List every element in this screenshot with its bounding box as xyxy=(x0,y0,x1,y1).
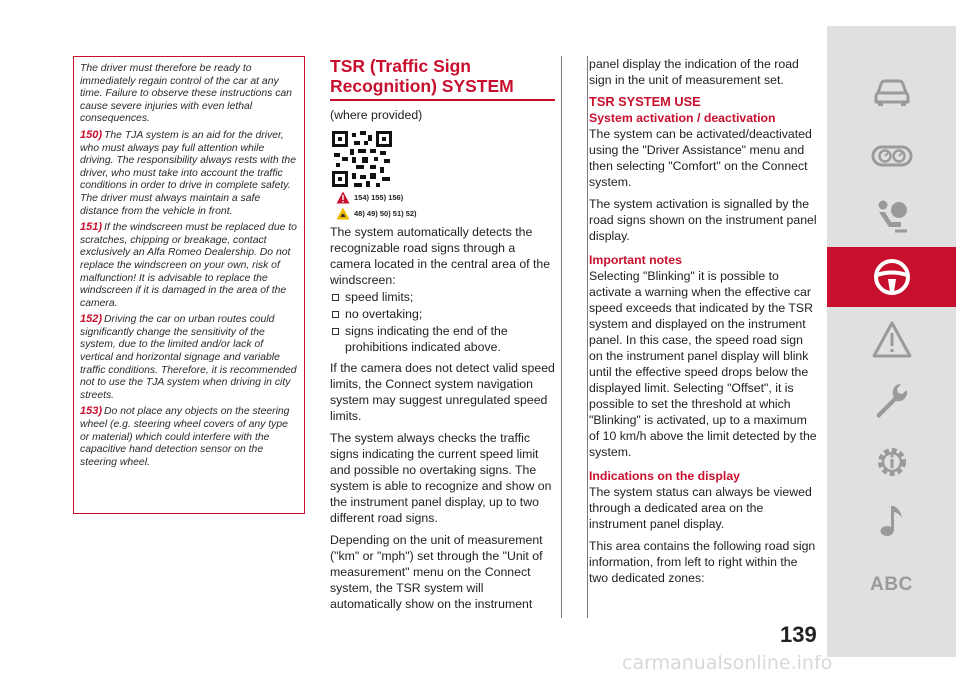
chapter-sidebar xyxy=(827,26,956,657)
subsection-heading: System activation / deactivation xyxy=(589,111,776,125)
warning-references xyxy=(336,189,555,205)
warning-triangle-icon xyxy=(336,191,350,204)
warning-number: 151) xyxy=(80,221,103,234)
warning-text: Driving the car on urban routes could significantly change the sensitivity of the system, due to the limited and/or lack of vertical and horizontal signage and variable traffic conditions. Therefore, it is recommended not to use the TJA system when driving in city streets. xyxy=(80,314,297,401)
list-item xyxy=(330,323,555,355)
bullet-square-icon xyxy=(332,328,339,335)
paragraph: The system status can always be viewed through a dedicated area on the instrument panel display. xyxy=(589,485,812,531)
music-note-icon xyxy=(871,500,913,542)
warning-text: The TJA system is an aid for the driver, who must always pay full attention while driving. The responsibility always rests with the driver, who must take into account the traffic conditions in order to drive in complete safety. The driver must always maintain a safe distance from the vehicle in front. xyxy=(80,129,296,217)
settings-gear-icon xyxy=(871,441,913,483)
section-heading: TSR SYSTEM USE xyxy=(589,94,701,109)
warning-note xyxy=(80,63,298,126)
bullet-square-icon xyxy=(332,311,339,318)
section-title: TSR (Traffic Sign Recognition) SYSTEM xyxy=(330,56,555,101)
caution-references xyxy=(336,205,555,221)
middle-column xyxy=(330,56,562,618)
list-item xyxy=(330,306,555,322)
watermark: carmanualsonline.info xyxy=(622,652,833,674)
warning-triangle-icon xyxy=(871,319,913,361)
steering-wheel-icon xyxy=(871,256,913,298)
list-item-text: signs indicating the end of the prohibitions indicated above. xyxy=(345,324,508,354)
sidebar-item-safety[interactable] xyxy=(827,186,956,246)
paragraph: The system always checks the traffic signs indicating the current speed limit and possible no overtaking signs. The system is able to recognize and show on the instrument panel display, up to two different road signs. xyxy=(330,431,552,525)
sidebar-item-multimedia[interactable] xyxy=(827,491,956,551)
paragraph: The system activation is signalled by the road signs shown on the instrument panel display. xyxy=(589,197,817,243)
list-item-text: no overtaking; xyxy=(345,307,423,321)
right-body xyxy=(589,56,819,586)
sidebar-item-technical-data[interactable] xyxy=(827,432,956,492)
index-abc-label: ABC xyxy=(870,574,913,595)
paragraph: panel display the indication of the road sign in the unit of measurement set. xyxy=(589,57,799,87)
warning-text: Do not place any objects on the steering wheel (e.g. steering wheel covers of any type or material) which could interfere with the capacitive hand detection sensor on the steering wheel. xyxy=(80,406,290,468)
paragraph: Depending on the unit of measurement ("km" or "mph") set through the "Unit of measurement" menu on the Connect system, the TSR system will automatically show on the instrument xyxy=(330,533,543,611)
warning-number: 152) xyxy=(80,313,103,326)
warning-note xyxy=(80,313,298,402)
intro-paragraph: The system automatically detects the recognizable road signs through a camera located in the central area of the windscreen: xyxy=(330,225,551,287)
paragraph: Selecting "Blinking" it is possible to activate a warning when the effective car speed exceeds that indicated by the TSR system and displayed on the instrument panel. In this case, the speed road sign on the instrument panel display will blink until the effective speed drops below the displayed limit. Selecting "Offset", it is possible to set the threshold at which "Blinking" is activated, up to a maximum of 10 km/h above the limit detected by the system. xyxy=(589,269,817,459)
caution-reference-numbers[interactable]: 48) 49) 50) 51) 52) xyxy=(354,208,417,218)
qr-code-icon[interactable] xyxy=(332,131,392,187)
paragraph: This area contains the following road sign information, from left to right within the two dedicated zones: xyxy=(589,539,816,585)
list-item-text: speed limits; xyxy=(345,290,414,304)
sidebar-item-car[interactable] xyxy=(827,60,956,120)
warning-note xyxy=(80,129,298,218)
warning-note xyxy=(80,405,298,469)
list-item xyxy=(330,289,555,305)
sidebar-item-maintenance[interactable] xyxy=(827,371,956,431)
page-number: 139 xyxy=(780,622,817,647)
warning-text: If the windscreen must be replaced due to scratches, chipping or breakage, contact exclusively an Alfa Romeo Dealership. Do not replace the windscreen on your own, risk of malfunction! It is advisable to replace the windscreen if it is damaged in the area of the camera. xyxy=(80,222,297,309)
sidebar-item-driving[interactable] xyxy=(827,247,956,307)
caution-triangle-icon xyxy=(336,207,350,220)
bullet-square-icon xyxy=(332,294,339,301)
where-provided: (where provided) xyxy=(330,108,423,122)
warning-reference-numbers[interactable]: 154) 155) 156) xyxy=(354,192,404,202)
wrench-icon xyxy=(871,380,913,422)
warning-notes-box xyxy=(73,56,305,514)
warning-number: 150) xyxy=(80,128,103,141)
sidebar-item-index[interactable] xyxy=(827,555,956,615)
warning-text: The driver must therefore be ready to immediately regain control of the car at any time. Failure to observe these instructions can cause severe injuries with even lethal consequences. xyxy=(80,63,292,125)
middle-body xyxy=(330,224,555,612)
subsection-heading: Important notes xyxy=(589,253,682,267)
paragraph: If the camera does not detect valid speed limits, the Connect system navigation system may suggest unregulated speed limits. xyxy=(330,361,555,423)
car-icon xyxy=(871,69,913,111)
sidebar-item-emergency[interactable] xyxy=(827,310,956,370)
subsection-heading: Indications on the display xyxy=(589,469,740,483)
paragraph: The system can be activated/deactivated using the "Driver Assistance" menu and then selecting "Comfort" on the Connect system. xyxy=(589,127,812,189)
right-column xyxy=(587,56,819,618)
dashboard-gauges-icon xyxy=(871,135,913,177)
airbag-person-icon xyxy=(871,195,913,237)
sidebar-item-dashboard[interactable] xyxy=(827,126,956,186)
warning-number: 153) xyxy=(80,405,103,418)
warning-note xyxy=(80,221,298,310)
